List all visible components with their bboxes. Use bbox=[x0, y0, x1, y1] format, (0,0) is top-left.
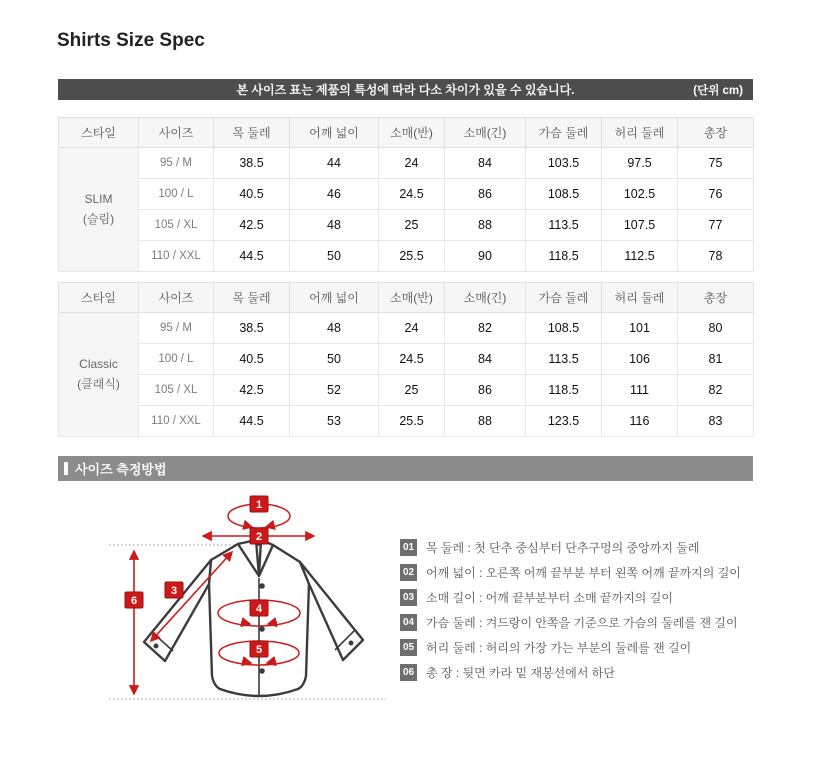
measurement-item-number: 03 bbox=[400, 589, 417, 606]
value-cell: 82 bbox=[678, 375, 754, 406]
column-header: 소매(긴) bbox=[445, 118, 526, 148]
measurement-item-text: 가슴 둘레 : 겨드랑이 안쪽을 기준으로 가슴의 둘레를 잰 길이 bbox=[426, 616, 738, 630]
value-cell: 53 bbox=[290, 406, 379, 437]
table-row bbox=[59, 406, 754, 437]
table-header-row bbox=[59, 118, 754, 148]
measurement-item bbox=[400, 614, 741, 631]
value-cell: 44.5 bbox=[214, 241, 290, 272]
placket-button bbox=[259, 583, 265, 589]
value-cell: 48 bbox=[290, 313, 379, 344]
column-header: 총장 bbox=[678, 283, 754, 313]
measurement-item bbox=[400, 564, 741, 581]
table-header bbox=[59, 283, 754, 313]
value-cell: 111 bbox=[602, 375, 678, 406]
size-cell: 105 / XL bbox=[139, 210, 214, 241]
table-row bbox=[59, 375, 754, 406]
size-table-classic bbox=[58, 282, 754, 437]
table-row bbox=[59, 241, 754, 272]
section-title: 사이즈 측정방법 bbox=[75, 462, 167, 477]
value-cell: 112.5 bbox=[602, 241, 678, 272]
style-sub: (슬림) bbox=[82, 211, 115, 226]
size-cell: 95 / M bbox=[139, 313, 214, 344]
measurement-item-number: 06 bbox=[400, 664, 417, 681]
value-cell: 86 bbox=[445, 375, 526, 406]
table-row bbox=[59, 179, 754, 210]
table-row bbox=[59, 210, 754, 241]
value-cell: 84 bbox=[445, 148, 526, 179]
shirt-outline bbox=[144, 540, 363, 697]
value-cell: 25.5 bbox=[379, 406, 445, 437]
value-cell: 25.5 bbox=[379, 241, 445, 272]
size-cell: 100 / L bbox=[139, 344, 214, 375]
value-cell: 80 bbox=[678, 313, 754, 344]
value-cell: 25 bbox=[379, 375, 445, 406]
column-header: 목 둘레 bbox=[214, 283, 290, 313]
column-header: 사이즈 bbox=[139, 283, 214, 313]
value-cell: 116 bbox=[602, 406, 678, 437]
value-cell: 75 bbox=[678, 148, 754, 179]
measurement-item-number: 04 bbox=[400, 614, 417, 631]
value-cell: 86 bbox=[445, 179, 526, 210]
value-cell: 118.5 bbox=[526, 241, 602, 272]
table-header-row bbox=[59, 283, 754, 313]
table-row bbox=[59, 313, 754, 344]
value-cell: 24 bbox=[379, 148, 445, 179]
table-body bbox=[59, 148, 754, 272]
value-cell: 24 bbox=[379, 313, 445, 344]
value-cell: 102.5 bbox=[602, 179, 678, 210]
measurement-item-number: 05 bbox=[400, 639, 417, 656]
measurement-item-text: 소매 길이 : 어깨 끝부분부터 소매 끝까지의 길이 bbox=[426, 591, 673, 605]
badge-5-number: 5 bbox=[255, 644, 263, 656]
value-cell: 118.5 bbox=[526, 375, 602, 406]
badge-6-number: 6 bbox=[130, 595, 138, 607]
value-cell: 123.5 bbox=[526, 406, 602, 437]
size-cell: 105 / XL bbox=[139, 375, 214, 406]
measurement-item-text: 목 둘레 : 첫 단추 중심부터 단추구멍의 중앙까지 둘레 bbox=[426, 541, 700, 555]
measurement-item bbox=[400, 589, 741, 606]
column-header: 소매(반) bbox=[379, 118, 445, 148]
shirt-right-sleeve bbox=[300, 562, 363, 660]
value-cell: 78 bbox=[678, 241, 754, 272]
value-cell: 108.5 bbox=[526, 313, 602, 344]
measurement-item bbox=[400, 539, 741, 556]
column-header: 허리 둘레 bbox=[602, 283, 678, 313]
value-cell: 97.5 bbox=[602, 148, 678, 179]
value-cell: 82 bbox=[445, 313, 526, 344]
size-cell: 95 / M bbox=[139, 148, 214, 179]
column-header: 총장 bbox=[678, 118, 754, 148]
style-name: Classic bbox=[79, 357, 118, 372]
value-cell: 38.5 bbox=[214, 313, 290, 344]
value-cell: 101 bbox=[602, 313, 678, 344]
value-cell: 50 bbox=[290, 241, 379, 272]
placket-button bbox=[259, 668, 265, 674]
notice-bar bbox=[58, 79, 753, 100]
value-cell: 50 bbox=[290, 344, 379, 375]
value-cell: 24.5 bbox=[379, 344, 445, 375]
measurement-section-bar bbox=[58, 456, 753, 481]
column-header: 사이즈 bbox=[139, 118, 214, 148]
value-cell: 88 bbox=[445, 406, 526, 437]
notice-text: 본 사이즈 표는 제품의 특성에 따라 다소 차이가 있을 수 있습니다. bbox=[236, 83, 575, 97]
style-name: SLIM bbox=[84, 192, 113, 207]
column-header: 어깨 넓이 bbox=[290, 118, 379, 148]
value-cell: 88 bbox=[445, 210, 526, 241]
value-cell: 113.5 bbox=[526, 210, 602, 241]
value-cell: 81 bbox=[678, 344, 754, 375]
table-header bbox=[59, 118, 754, 148]
badge-4-number: 4 bbox=[255, 603, 263, 615]
table-row bbox=[59, 344, 754, 375]
measurement-list bbox=[400, 481, 741, 723]
value-cell: 90 bbox=[445, 241, 526, 272]
value-cell: 83 bbox=[678, 406, 754, 437]
style-sub: (클래식) bbox=[77, 376, 120, 391]
value-cell: 38.5 bbox=[214, 148, 290, 179]
value-cell: 52 bbox=[290, 375, 379, 406]
table-row bbox=[59, 148, 754, 179]
column-header: 스타일 bbox=[59, 118, 139, 148]
value-cell: 106 bbox=[602, 344, 678, 375]
value-cell: 42.5 bbox=[214, 210, 290, 241]
value-cell: 107.5 bbox=[602, 210, 678, 241]
value-cell: 40.5 bbox=[214, 344, 290, 375]
measurement-row bbox=[58, 481, 753, 723]
measurement-item-text: 어깨 넓이 : 오른쪽 어깨 끝부분 부터 왼쪽 어깨 끝까지의 길이 bbox=[426, 566, 741, 580]
value-cell: 24.5 bbox=[379, 179, 445, 210]
size-table-slim bbox=[58, 117, 754, 272]
value-cell: 44.5 bbox=[214, 406, 290, 437]
page-title: Shirts Size Spec bbox=[57, 30, 205, 51]
value-cell: 25 bbox=[379, 210, 445, 241]
column-header: 가슴 둘레 bbox=[526, 118, 602, 148]
column-header: 어깨 넓이 bbox=[290, 283, 379, 313]
right-cuff-button bbox=[349, 641, 354, 646]
measurement-item-text: 총 장 : 뒷면 카라 밑 재봉선에서 하단 bbox=[426, 666, 615, 680]
table-body bbox=[59, 313, 754, 437]
value-cell: 77 bbox=[678, 210, 754, 241]
value-cell: 44 bbox=[290, 148, 379, 179]
placket-button bbox=[259, 626, 265, 632]
section-marker bbox=[64, 462, 68, 475]
value-cell: 48 bbox=[290, 210, 379, 241]
column-header: 스타일 bbox=[59, 283, 139, 313]
badge-3-number: 3 bbox=[170, 585, 178, 597]
measurement-item bbox=[400, 664, 741, 681]
column-header: 소매(긴) bbox=[445, 283, 526, 313]
column-header: 목 둘레 bbox=[214, 118, 290, 148]
badge-2-number: 2 bbox=[255, 531, 263, 543]
style-cell bbox=[59, 313, 139, 437]
measurement-item-number: 02 bbox=[400, 564, 417, 581]
page-container bbox=[58, 30, 753, 723]
measurement-item bbox=[400, 639, 741, 656]
value-cell: 40.5 bbox=[214, 179, 290, 210]
measurement-item-number: 01 bbox=[400, 539, 417, 556]
value-cell: 113.5 bbox=[526, 344, 602, 375]
value-cell: 46 bbox=[290, 179, 379, 210]
column-header: 허리 둘레 bbox=[602, 118, 678, 148]
value-cell: 76 bbox=[678, 179, 754, 210]
column-header: 가슴 둘레 bbox=[526, 283, 602, 313]
size-cell: 110 / XXL bbox=[139, 406, 214, 437]
value-cell: 42.5 bbox=[214, 375, 290, 406]
shirt-diagram bbox=[58, 481, 400, 723]
size-cell: 100 / L bbox=[139, 179, 214, 210]
style-cell bbox=[59, 148, 139, 272]
left-cuff-button bbox=[154, 644, 159, 649]
column-header: 소매(반) bbox=[379, 283, 445, 313]
badge-1-number: 1 bbox=[255, 499, 263, 511]
measurement-item-text: 허리 둘레 : 허리의 가장 가는 부분의 둘레를 잰 길이 bbox=[426, 641, 692, 655]
size-cell: 110 / XXL bbox=[139, 241, 214, 272]
value-cell: 103.5 bbox=[526, 148, 602, 179]
value-cell: 108.5 bbox=[526, 179, 602, 210]
unit-label: (단위 cm) bbox=[693, 84, 743, 97]
shirt-diagram-svg bbox=[108, 490, 398, 718]
value-cell: 84 bbox=[445, 344, 526, 375]
